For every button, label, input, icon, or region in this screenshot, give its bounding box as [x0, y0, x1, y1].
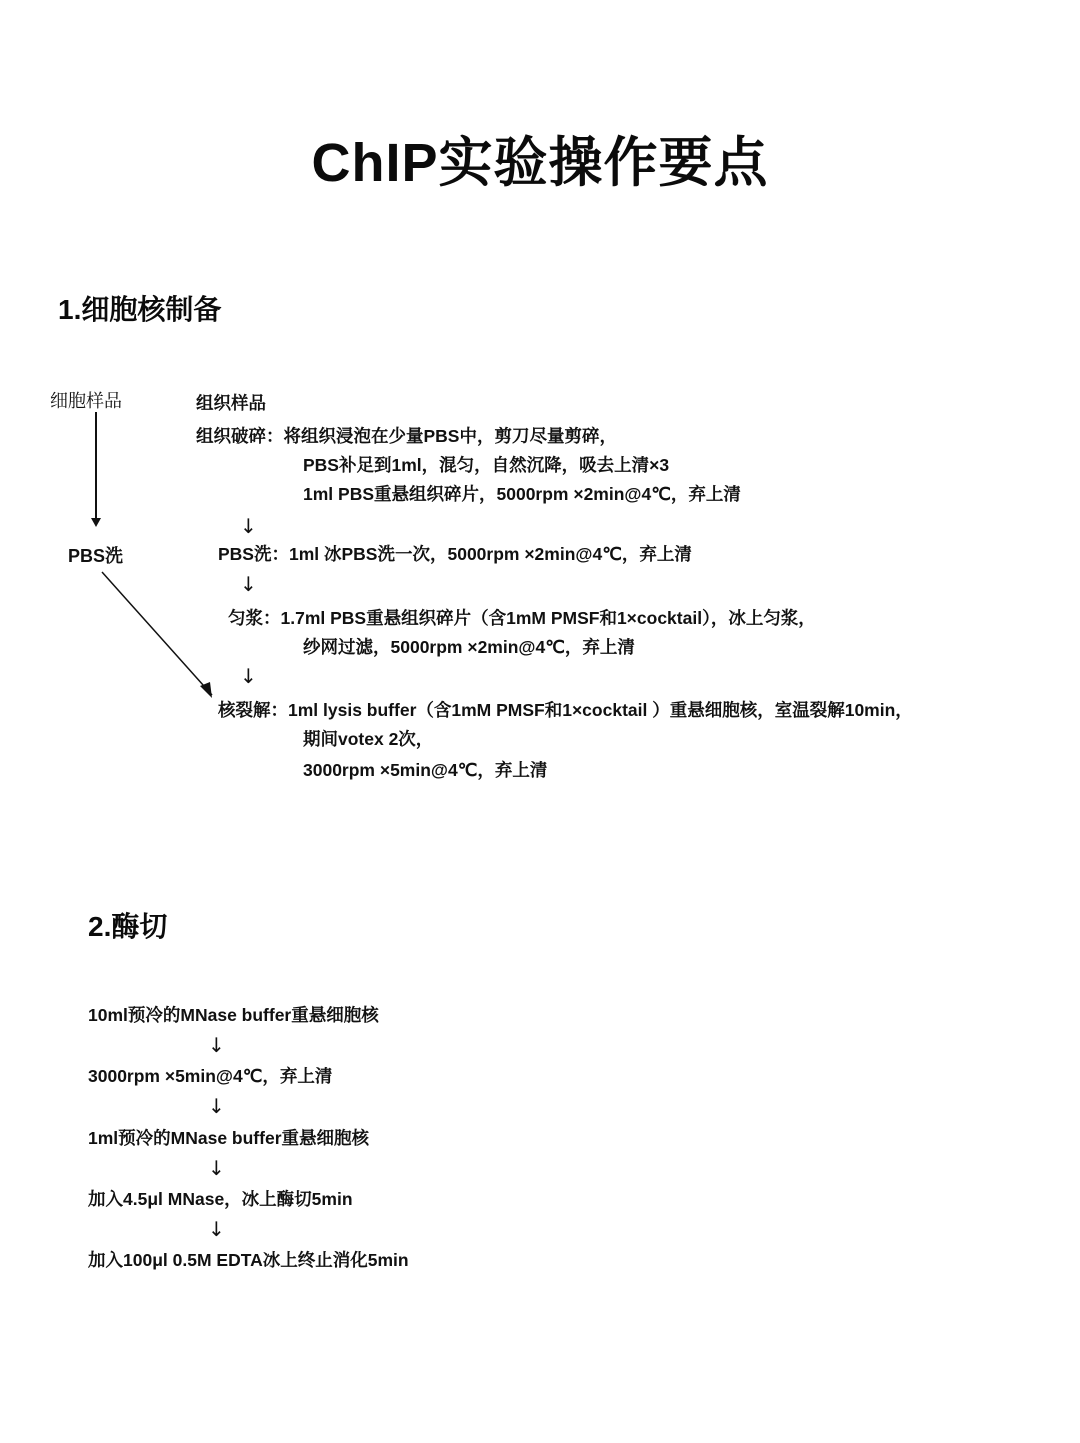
pbs-wash-step: PBS洗：1ml 冰PBS洗一次，5000rpm ×2min@4℃，弃上清 [218, 544, 692, 564]
tissue-disruption-line-2: PBS补足到1ml，混匀，自然沉降，吸去上清×3 [303, 455, 670, 475]
down-arrow-icon: ↓ [208, 1156, 225, 1180]
section-heading-2: 2.酶切 [88, 911, 168, 942]
down-arrow-icon: ↓ [208, 1094, 225, 1118]
cell-sample-label: 细胞样品 [50, 391, 122, 411]
homogenize-line-2: 纱网过滤，5000rpm ×2min@4℃，弃上清 [303, 637, 635, 657]
page-title: ChIP实验操作要点 [311, 133, 769, 193]
digestion-step-4: 加入4.5μl MNase，冰上酶切5min [88, 1189, 353, 1209]
down-arrow-icon: ↓ [240, 664, 257, 688]
nuclear-lysis-line-3: 3000rpm ×5min@4℃，弃上清 [303, 760, 548, 780]
tissue-disruption-line-3: 1ml PBS重悬组织碎片，5000rpm ×2min@4℃，弃上清 [303, 484, 741, 504]
digestion-step-5: 加入100μl 0.5M EDTA冰上终止消化5min [88, 1250, 409, 1270]
flow-connector-vertical [95, 412, 97, 522]
flow-arrowhead [91, 518, 101, 527]
homogenize-line-1: 匀浆：1.7ml PBS重悬组织碎片（含1mM PMSF和1×cocktail），冰上匀浆， [228, 608, 816, 628]
down-arrow-icon: ↓ [208, 1033, 225, 1057]
tissue-disruption-line-1: 组织破碎：将组织浸泡在少量PBS中，剪刀尽量剪碎， [196, 426, 617, 446]
flow-connector-diagonal [100, 570, 220, 705]
nuclear-lysis-line-2: 期间votex 2次， [303, 729, 434, 749]
down-arrow-icon: ↓ [208, 1217, 225, 1241]
down-arrow-icon: ↓ [240, 572, 257, 596]
digestion-step-2: 3000rpm ×5min@4℃，弃上清 [88, 1066, 333, 1086]
pbs-wash-left-label: PBS洗 [68, 546, 124, 566]
nuclear-lysis-line-1: 核裂解：1ml lysis buffer（含1mM PMSF和1×cocktail ）重悬细胞核，室温裂解10min， [218, 700, 913, 720]
down-arrow-icon: ↓ [240, 514, 257, 538]
section-heading-1: 1.细胞核制备 [58, 294, 222, 325]
tissue-sample-label: 组织样品 [196, 393, 266, 413]
digestion-step-3: 1ml预冷的MNase buffer重悬细胞核 [88, 1128, 370, 1148]
digestion-step-1: 10ml预冷的MNase buffer重悬细胞核 [88, 1005, 379, 1025]
